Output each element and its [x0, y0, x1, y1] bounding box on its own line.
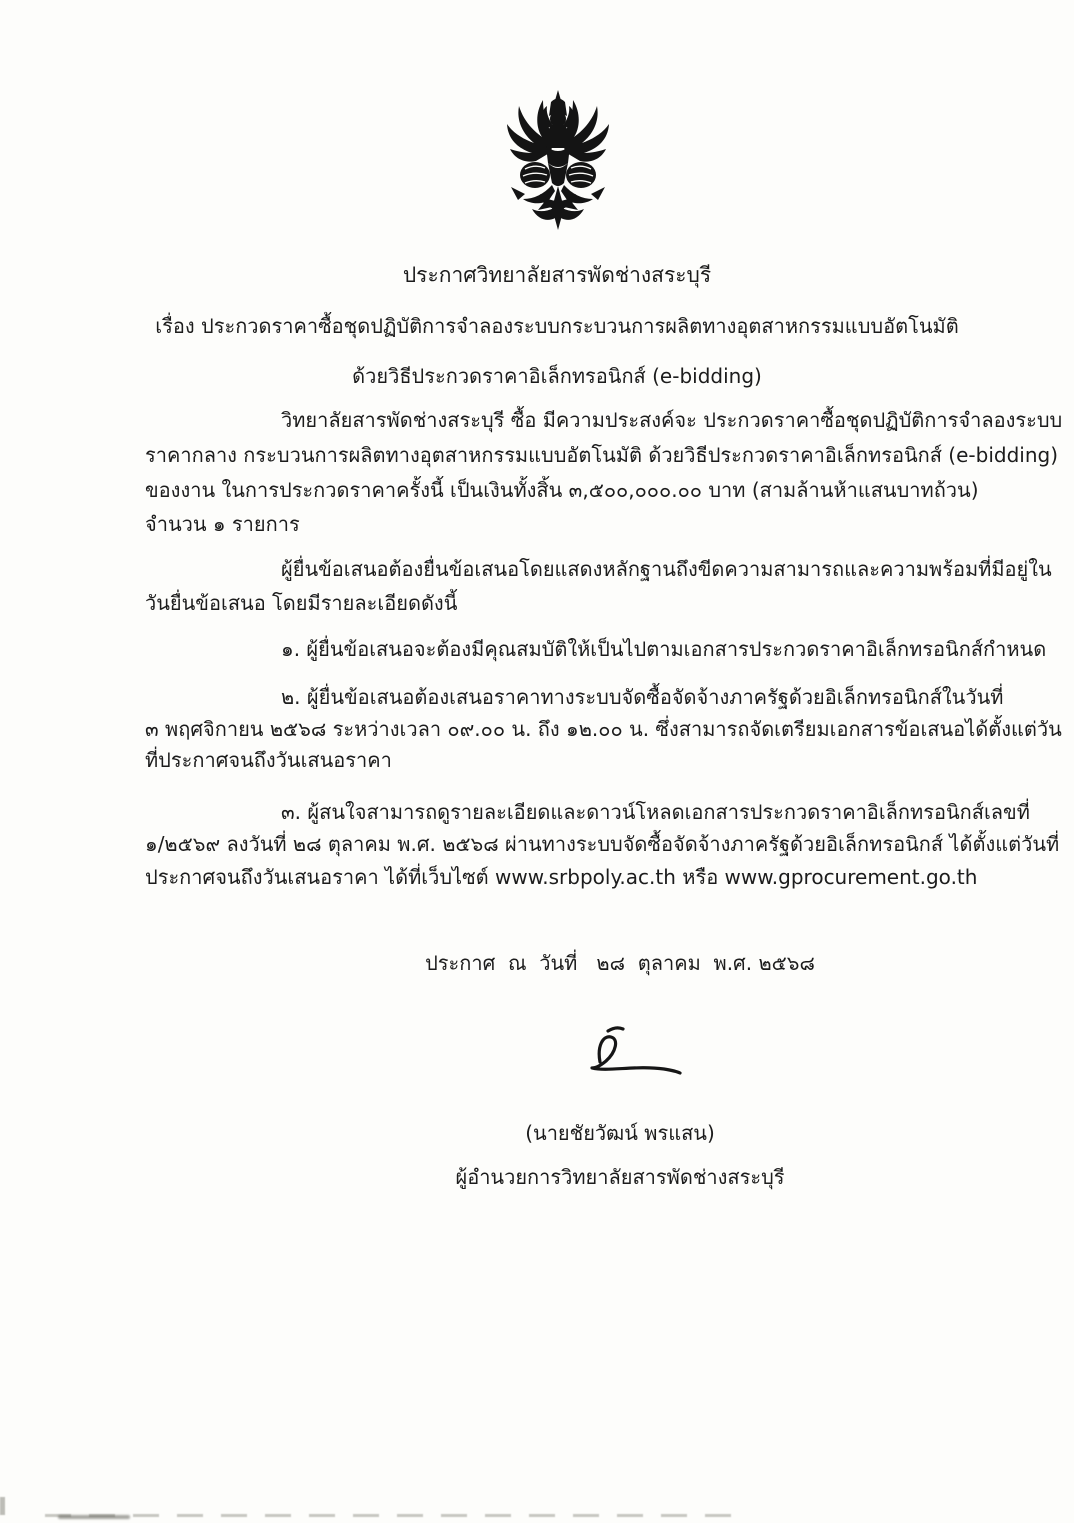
paragraph1-line: จำนวน ๑ รายการ: [145, 512, 300, 536]
list-item-2-line: ๓ พฤศจิกายน ๒๕๖๘ ระหว่างเวลา ๐๙.๐๐ น. ถึง ๑๒.๐๐ น. ซึ่งสามารถจัดเตรียมเอกสารข้อเสนอได้ตั้งแต่วัน: [145, 717, 1062, 741]
garuda-emblem-icon: [492, 90, 624, 238]
list-item-1: ๑. ผู้ยื่นข้อเสนอจะต้องมีคุณสมบัติให้เป็นไปตามเอกสารประกวดราคาอิเล็กทรอนิกส์กำหนด: [281, 637, 1047, 661]
paragraph2-line: วันยื่นข้อเสนอ โดยมีรายละเอียดดังนี้: [145, 591, 458, 615]
paragraph2-line: ผู้ยื่นข้อเสนอต้องยื่นข้อเสนอโดยแสดงหลักฐานถึงขีดความสามารถและความพร้อมที่มีอยู่ใน: [281, 557, 1052, 581]
signer-title: ผู้อำนวยการวิทยาลัยสารพัดช่างสระบุรี: [455, 1165, 785, 1189]
scan-artifact: [58, 1515, 130, 1519]
list-item-2-line: ที่ประกาศจนถึงวันเสนอราคา: [145, 748, 392, 772]
list-item-3-line: ๓. ผู้สนใจสามารถดูรายละเอียดและดาวน์โหลดเอกสารประกวดราคาอิเล็กทรอนิกส์เลขที่: [281, 800, 1030, 824]
scan-artifact: [45, 1514, 745, 1517]
paragraph1-line: ราคากลาง กระบวนการผลิตทางอุตสาหกรรมแบบอัตโนมัติ ด้วยวิธีประกวดราคาอิเล็กทรอนิกส์ (e-bidding): [145, 443, 1058, 467]
paragraph1-line: วิทยาลัยสารพัดช่างสระบุรี ซื้อ มีความประสงค์จะ ประกวดราคาซื้อชุดปฏิบัติการจำลองระบบ: [281, 408, 1063, 432]
paragraph1-line: ของงาน ในการประกวดราคาครั้งนี้ เป็นเงินทั้งสิ้น ๓,๕๐๐,๐๐๐.๐๐ บาท (สามล้านห้าแสนบาทถ้วน): [145, 478, 979, 502]
announcement-date: ประกาศ ณ วันที่ ๒๘ ตุลาคม พ.ศ. ๒๕๖๘: [425, 951, 815, 975]
scan-artifact: [0, 1497, 5, 1515]
list-item-3-line: ๑/๒๕๖๙ ลงวันที่ ๒๘ ตุลาคม พ.ศ. ๒๕๖๘ ผ่านทางระบบจัดซื้อจัดจ้างภาครัฐด้วยอิเล็กทรอนิกส์ ได้ตั้งแต่วันที่: [145, 832, 1060, 856]
doc-title: ประกาศวิทยาลัยสารพัดช่างสระบุรี: [402, 263, 712, 287]
list-item-2-line: ๒. ผู้ยื่นข้อเสนอต้องเสนอราคาทางระบบจัดซื้อจัดจ้างภาครัฐด้วยอิเล็กทรอนิกส์ในวันที่: [281, 685, 1004, 709]
list-item-3-line: ประกาศจนถึงวันเสนอราคา ได้ที่เว็บไซต์ www.srbpoly.ac.th หรือ www.gprocurement.go.th: [145, 865, 978, 889]
doc-method: ด้วยวิธีประกวดราคาอิเล็กทรอนิกส์ (e-bidding): [352, 364, 762, 388]
doc-subject: เรื่อง ประกวดราคาซื้อชุดปฏิบัติการจำลองระบบกระบวนการผลิตทางอุตสาหกรรมแบบอัตโนมัติ: [155, 314, 959, 338]
signer-name: (นายชัยวัฒน์ พรแสน): [525, 1121, 715, 1145]
signature-icon: [548, 1024, 692, 1088]
